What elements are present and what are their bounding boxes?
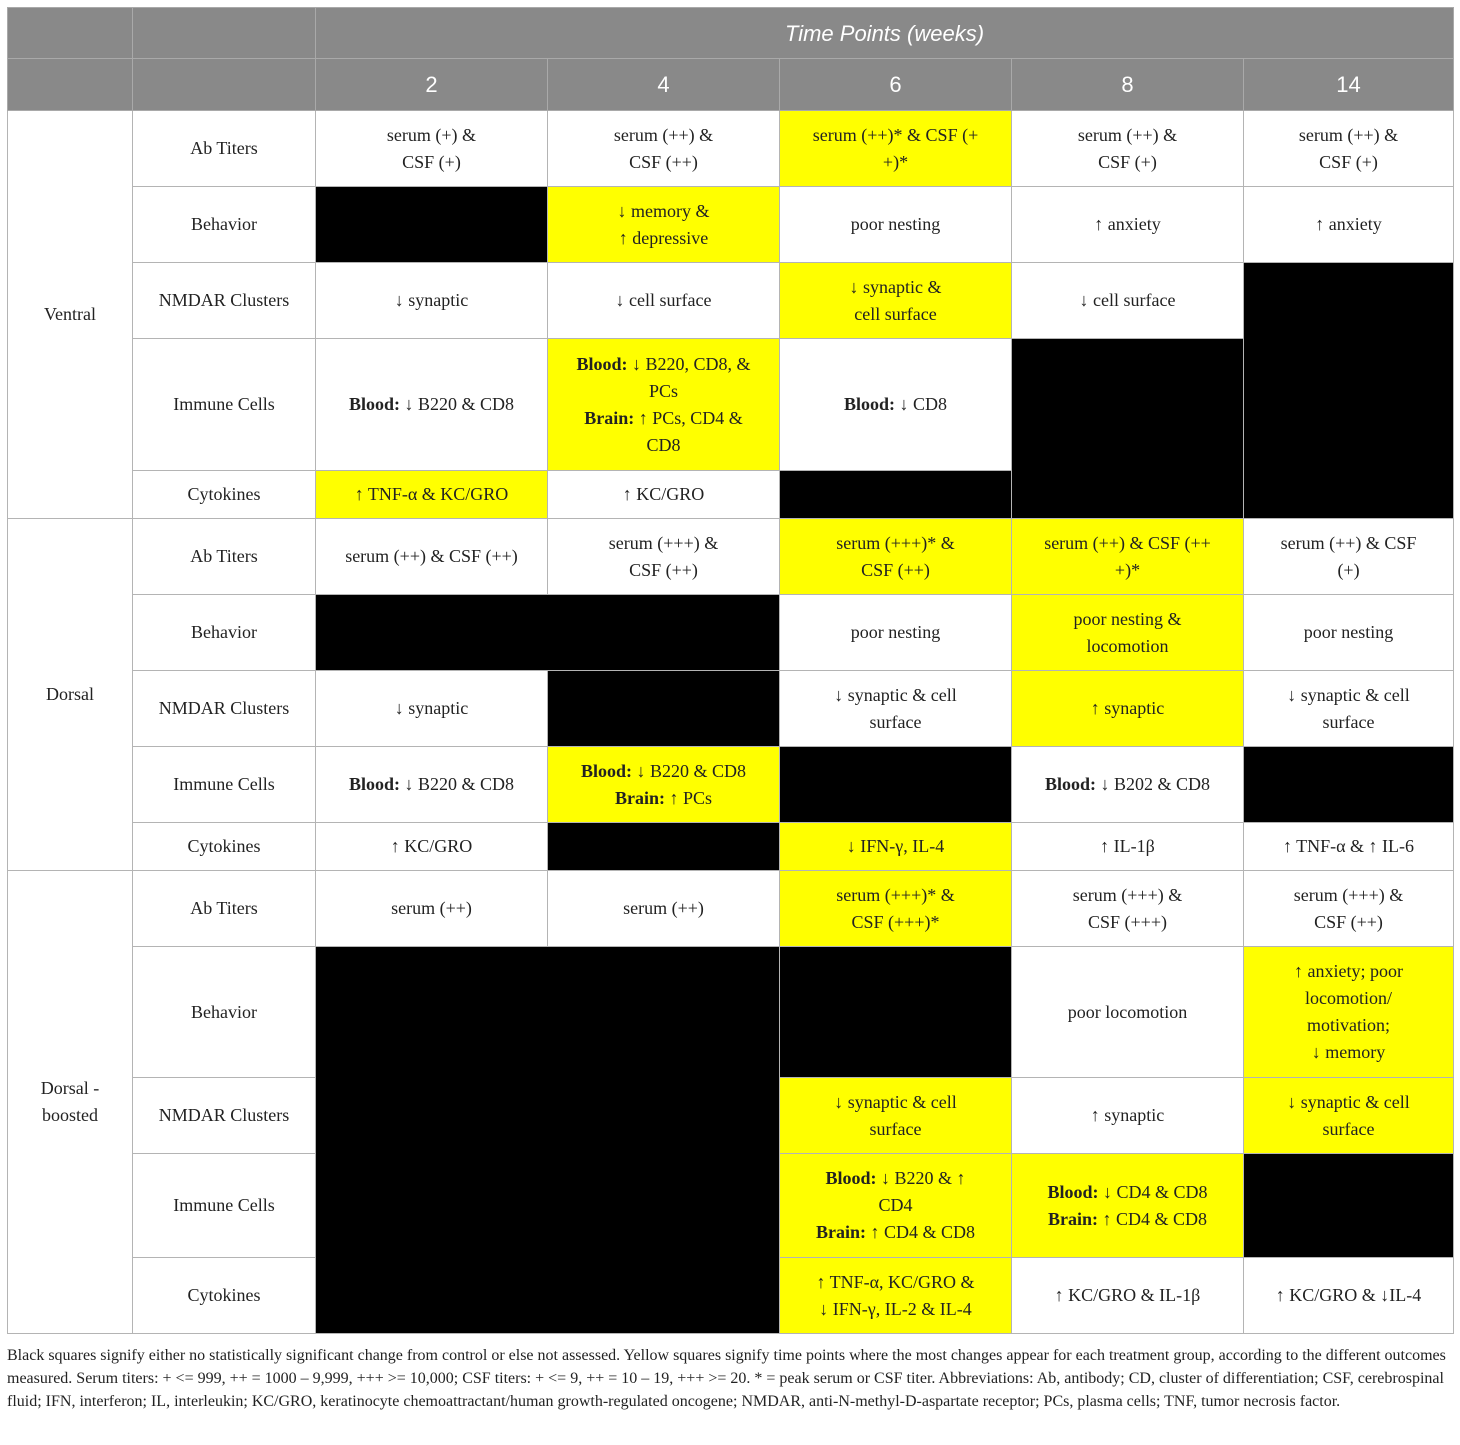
no-change-cell [780, 747, 1012, 823]
cell-line: ↑ TNF-α & KC/GRO [354, 484, 509, 504]
data-cell [1012, 263, 1244, 339]
data-cell [780, 823, 1012, 871]
cell-line: serum (+++)* & [836, 532, 955, 553]
row-label-ab-titers: Ab Titers [133, 519, 316, 595]
row-label-immune-cells: Immune Cells [133, 1154, 316, 1258]
cell-line: surface [869, 711, 922, 732]
data-cell [1012, 823, 1244, 871]
cell-line: ↓ synaptic [394, 290, 469, 310]
cell-line-label: Blood: [1044, 774, 1096, 794]
cell-line: CSF (++) [861, 559, 930, 580]
cell-line: serum (++) & CSF (++) [345, 546, 518, 566]
table-row [8, 263, 1454, 339]
data-cell [780, 187, 1012, 263]
cell-line: +)* [882, 151, 909, 172]
cell-line [1024, 1206, 1231, 1233]
table-row [8, 671, 1454, 747]
cell-line: (+) [1337, 559, 1360, 580]
no-change-cell [1244, 263, 1454, 519]
cell-line: motivation; [1307, 1015, 1390, 1035]
data-cell [780, 519, 1012, 595]
cell-line-label: Blood: [1047, 1181, 1099, 1202]
header-blank-4 [133, 59, 316, 111]
cell-line: serum (++)* & CSF (+ [812, 124, 979, 145]
data-cell [1012, 1078, 1244, 1154]
cell-line-text: ↑ CD4 & CD8 [866, 1222, 976, 1242]
cell-line: surface [869, 1118, 922, 1139]
week-header-14: 14 [1244, 59, 1454, 111]
cell-line: poor nesting & [1073, 608, 1182, 629]
cell-line: ↓ cell surface [615, 290, 712, 310]
data-cell [780, 339, 1012, 471]
cell-line: serum (++) [391, 898, 472, 918]
cell-line: serum (+) & [386, 124, 477, 145]
cell-line: surface [1322, 711, 1375, 732]
cell-line: surface [1322, 1118, 1375, 1139]
cell-line: serum (++) & CSF (++ [1044, 532, 1211, 553]
cell-line: CSF (+) [402, 151, 461, 172]
group-dorsal [8, 519, 133, 871]
cell-line: CD8 [646, 434, 681, 455]
cell-line: locomotion/ [1305, 988, 1392, 1008]
cell-line: ↑ KC/GRO & ↓IL-4 [1275, 1285, 1422, 1305]
cell-line [792, 1219, 999, 1246]
data-cell [1012, 1154, 1244, 1258]
header-blank-1 [8, 8, 133, 59]
no-change-cell [316, 187, 548, 263]
no-change-cell [548, 823, 780, 871]
no-change-cell [780, 471, 1012, 519]
cell-line: ↓ synaptic & cell [1287, 1091, 1410, 1112]
row-label-nmdar-clusters: NMDAR Clusters [133, 671, 316, 747]
row-label-behavior: Behavior [133, 595, 316, 671]
cell-line-label: Blood: [348, 394, 400, 414]
cell-line-label: Brain: [1047, 1208, 1098, 1229]
cell-line: ↑ synaptic [1090, 1105, 1165, 1125]
cell-line-text: ↓ B220 & CD8 [400, 774, 515, 794]
cell-line-text: ↓ CD8 [895, 394, 948, 414]
cell-line: ↓ IFN-γ, IL-4 [846, 836, 945, 856]
cell-line: ↓ synaptic & cell [1287, 684, 1410, 705]
row-label-nmdar-clusters: NMDAR Clusters [133, 1078, 316, 1154]
no-change-cell [316, 947, 780, 1334]
week-header-6: 6 [780, 59, 1012, 111]
cell-line: CSF (+) [1098, 151, 1157, 172]
data-cell [316, 339, 548, 471]
row-label-behavior: Behavior [133, 947, 316, 1078]
cell-line-text: ↓ B220 & ↑ [876, 1168, 966, 1188]
cell-line [560, 785, 767, 812]
data-cell [548, 187, 780, 263]
cell-line [328, 771, 535, 798]
week-header-8: 8 [1012, 59, 1244, 111]
cell-line [1024, 1179, 1231, 1206]
cell-line-label: Blood: [580, 760, 632, 781]
cell-line [792, 1165, 999, 1192]
data-cell [1012, 671, 1244, 747]
data-cell [1244, 1078, 1454, 1154]
data-cell [316, 871, 548, 947]
table-row [8, 111, 1454, 187]
data-cell [548, 471, 780, 519]
cell-line: serum (++) & CSF [1280, 532, 1417, 553]
cell-line: ↑ depressive [618, 227, 709, 248]
cell-line: poor nesting [1303, 622, 1394, 642]
cell-line-text: ↑ PCs, CD4 & [634, 407, 743, 428]
cell-line: ↓ IFN-γ, IL-2 & IL-4 [819, 1298, 972, 1319]
data-cell [1244, 595, 1454, 671]
cell-line: ↑ anxiety [1315, 214, 1382, 234]
cell-line: ↑ IL-1β [1100, 836, 1155, 856]
header-blank-3 [8, 59, 133, 111]
data-cell [1012, 519, 1244, 595]
cell-line: ↓ memory & [617, 200, 710, 221]
data-cell [548, 111, 780, 187]
cell-line-label: Blood: [348, 774, 400, 794]
cell-line-label: Blood: [825, 1168, 877, 1188]
no-change-cell [1012, 339, 1244, 519]
cell-line: serum (++) & [1298, 124, 1399, 145]
group-label: Dorsal - boosted [40, 1078, 100, 1125]
table-row [8, 339, 1454, 471]
cell-line: ↑ KC/GRO [622, 484, 705, 504]
data-cell [1012, 1258, 1244, 1334]
week-header-4: 4 [548, 59, 780, 111]
cell-line-text: ↓ B220, CD8, & [627, 353, 751, 374]
data-cell [316, 471, 548, 519]
cell-line-text: ↓ B220 & CD8 [400, 394, 515, 414]
cell-line: ↑ synaptic [1090, 698, 1165, 718]
cell-line: CSF (+) [1319, 151, 1378, 172]
cell-line [792, 391, 999, 418]
row-label-behavior: Behavior [133, 187, 316, 263]
cell-line: CSF (++) [1314, 911, 1383, 932]
group-dorsal-boosted [8, 871, 133, 1334]
row-label-cytokines: Cytokines [133, 471, 316, 519]
cell-line: ↓ synaptic [394, 698, 469, 718]
cell-line: ↓ memory [1311, 1042, 1386, 1062]
data-cell [780, 871, 1012, 947]
cell-line: CD4 [878, 1195, 913, 1215]
data-cell [780, 1078, 1012, 1154]
cell-line-text: ↓ CD4 & CD8 [1098, 1181, 1208, 1202]
cell-line-label: Brain: [614, 787, 665, 808]
data-cell [1012, 871, 1244, 947]
data-cell [316, 747, 548, 823]
data-cell [548, 747, 780, 823]
data-cell [1244, 671, 1454, 747]
data-cell [316, 823, 548, 871]
cell-line: CSF (++) [629, 151, 698, 172]
data-cell [780, 111, 1012, 187]
group-label: Ventral [44, 304, 96, 324]
data-cell [1244, 871, 1454, 947]
row-label-immune-cells: Immune Cells [133, 747, 316, 823]
cell-line: ↓ synaptic & cell [834, 684, 957, 705]
row-label-cytokines: Cytokines [133, 823, 316, 871]
table-row [8, 519, 1454, 595]
table-row [8, 871, 1454, 947]
table-footnote: Black squares signify either no statistically significant change from control or else not assessed. Yellow squares signify time points where the most changes appear for each treatment group, according to the different outcomes measured. Serum titers: + <= 999, ++ = 1000 – 9,999, +++ >= 10,000; CSF titers: + <= 9, ++ = 10 – 19, +++ >= 20. * = peak serum or CSF titer. Abbreviations: Ab, antibody; CD, cluster of differentiation; CSF, cerebrospinal fluid; IFN, interferon; IL, interleukin; KC/GRO, keratinocyte chemoattractant/human growth-regulated oncogene; NMDAR, anti-N-methyl-D-aspartate receptor; PCs, plasma cells; TNF, tumor necrosis factor. [7, 1347, 1446, 1410]
data-cell [548, 871, 780, 947]
cell-line: serum (++) [623, 898, 704, 918]
cell-line: serum (+++) & [608, 532, 719, 553]
cell-line: ↑ TNF-α, KC/GRO & [816, 1271, 975, 1292]
week-header-2: 2 [316, 59, 548, 111]
cell-line-text: ↓ B202 & CD8 [1096, 774, 1211, 794]
no-change-cell [780, 947, 1012, 1078]
data-cell [316, 111, 548, 187]
header-blank-2 [133, 8, 316, 59]
row-label-nmdar-clusters: NMDAR Clusters [133, 263, 316, 339]
no-change-cell [1244, 747, 1454, 823]
cell-line-text: ↓ B220 & CD8 [632, 760, 747, 781]
data-cell [1244, 187, 1454, 263]
cell-line: cell surface [854, 303, 937, 324]
cell-line: ↑ anxiety; poor [1294, 961, 1403, 981]
data-cell [1244, 947, 1454, 1078]
data-cell [316, 263, 548, 339]
cell-line: ↑ KC/GRO & IL-1β [1054, 1285, 1201, 1305]
no-change-cell [548, 671, 780, 747]
cell-line: CSF (+++)* [851, 911, 940, 932]
data-cell [1012, 947, 1244, 1078]
cell-line: CSF (++) [629, 559, 698, 580]
data-cell [780, 671, 1012, 747]
data-cell [548, 263, 780, 339]
cell-line: ↓ cell surface [1079, 290, 1176, 310]
cell-line: locomotion [1086, 635, 1169, 656]
cell-line-text: ↑ PCs [664, 787, 713, 808]
cell-line [560, 758, 767, 785]
data-cell [548, 519, 780, 595]
row-label-immune-cells: Immune Cells [133, 339, 316, 471]
cell-line-label: Brain: [815, 1222, 866, 1242]
data-cell [316, 671, 548, 747]
data-cell [780, 1258, 1012, 1334]
cell-line: serum (+++) & [1072, 884, 1183, 905]
table-row [8, 595, 1454, 671]
cell-line: poor nesting [850, 214, 941, 234]
cell-line: +)* [1114, 559, 1141, 580]
results-table [7, 7, 1454, 1334]
table-row [8, 187, 1454, 263]
cell-line: poor nesting [850, 622, 941, 642]
table-row [8, 823, 1454, 871]
no-change-cell [316, 595, 780, 671]
cell-line: ↑ anxiety [1094, 214, 1161, 234]
cell-line [560, 351, 767, 378]
cell-line-label: Blood: [576, 353, 628, 374]
cell-line: serum (+++)* & [836, 884, 955, 905]
table-row [8, 947, 1454, 1078]
cell-line: serum (++) & [1077, 124, 1178, 145]
data-cell [1244, 519, 1454, 595]
no-change-cell [1244, 1154, 1454, 1258]
data-cell [316, 519, 548, 595]
cell-line: serum (+++) & [1293, 884, 1404, 905]
group-label: Dorsal [46, 684, 94, 704]
cell-line: ↓ synaptic & [849, 276, 942, 297]
cell-line [328, 391, 535, 418]
cell-line-label: Blood: [843, 394, 895, 414]
cell-line: ↓ synaptic & cell [834, 1091, 957, 1112]
row-label-ab-titers: Ab Titers [133, 871, 316, 947]
row-label-ab-titers: Ab Titers [133, 111, 316, 187]
cell-line: ↑ KC/GRO [390, 836, 473, 856]
time-points-header: Time Points (weeks) [316, 8, 1454, 59]
data-cell [1012, 111, 1244, 187]
table-row [8, 747, 1454, 823]
row-label-cytokines: Cytokines [133, 1258, 316, 1334]
data-cell [1012, 747, 1244, 823]
data-cell [1012, 595, 1244, 671]
cell-line-label: Brain: [584, 407, 635, 428]
cell-line: CSF (+++) [1088, 911, 1167, 932]
cell-line [560, 405, 767, 432]
group-ventral [8, 111, 133, 519]
data-cell [1244, 111, 1454, 187]
cell-line-text: ↑ CD4 & CD8 [1098, 1208, 1208, 1229]
cell-line: ↑ TNF-α & ↑ IL-6 [1282, 836, 1415, 856]
data-cell [1244, 1258, 1454, 1334]
cell-line: poor locomotion [1067, 1001, 1188, 1022]
data-cell [780, 263, 1012, 339]
data-cell [548, 339, 780, 471]
data-cell [780, 595, 1012, 671]
cell-line: PCs [648, 380, 679, 401]
cell-line [1024, 771, 1231, 798]
data-cell [780, 1154, 1012, 1258]
cell-line: serum (++) & [613, 124, 714, 145]
data-cell [1244, 823, 1454, 871]
data-cell [1012, 187, 1244, 263]
